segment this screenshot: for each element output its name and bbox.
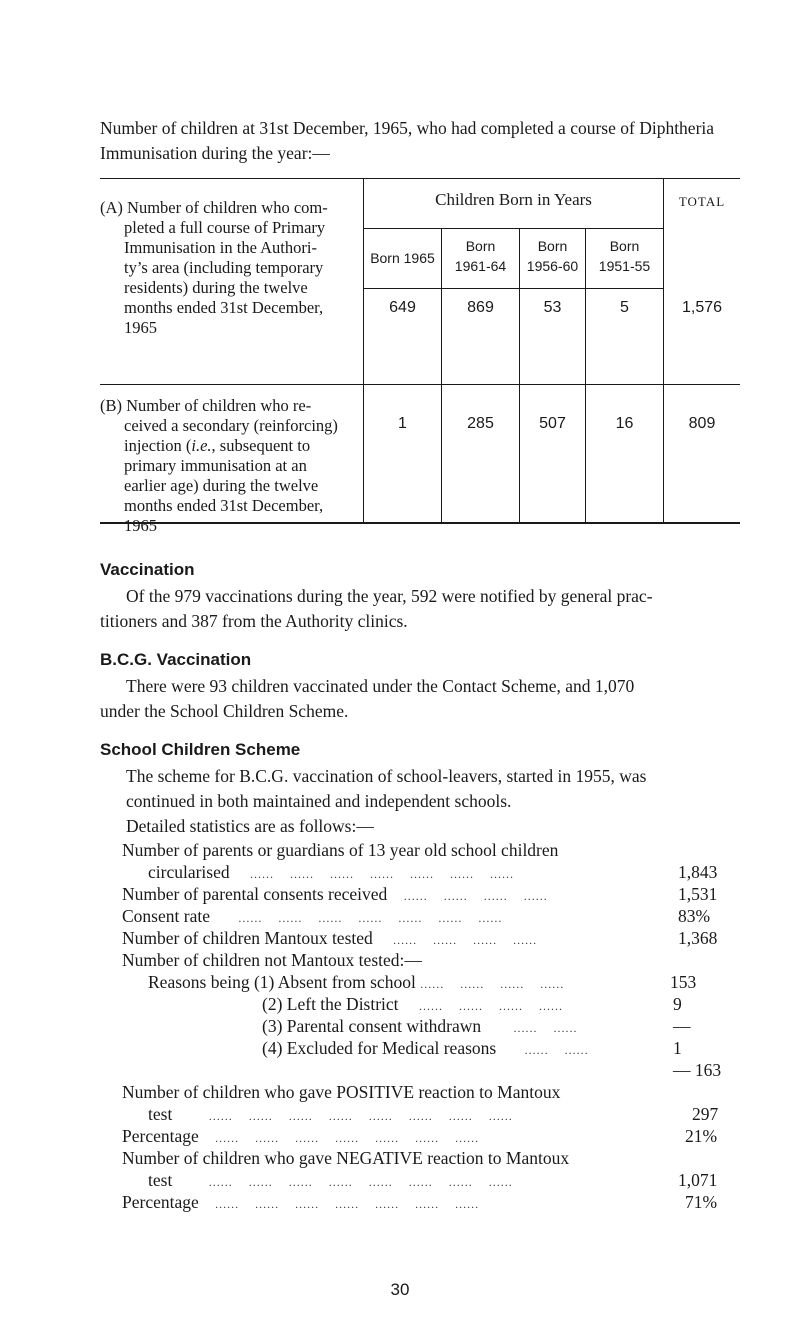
stat-reason-2: (2) Left the District ...... ...... ...... ......	[262, 994, 563, 1014]
stat-positive-line1: Number of children who gave POSITIVE reaction to Mantoux	[122, 1082, 561, 1102]
vaccination-text: Of the 979 vaccinations during the year, 592 were notified by general prac- titioners and 387 from the Authority clinics.	[100, 586, 653, 631]
row-a-born-1951-55: 5	[620, 299, 629, 316]
stat-parents-line2: circularised ...... ...... ...... ...... ...... ...... ......	[148, 862, 514, 882]
stat-not-tested-subtotal: — 163	[673, 1060, 722, 1080]
row-a-born-1965: 649	[389, 299, 416, 316]
bcg-text: There were 93 children vaccinated under the Contact Scheme, and 1,070 under the School Children Scheme.	[100, 676, 635, 721]
vaccination-heading: Vaccination	[100, 560, 195, 579]
stat-consents-value: 1,531	[678, 884, 718, 904]
col-header-born-1951-55: Born 1951-55	[598, 238, 651, 274]
stat-reason-1-value: 153	[670, 972, 697, 992]
stat-consents: Number of parental consents received ...... ...... ...... ......	[122, 884, 548, 904]
stat-reason-4-value: 1	[673, 1038, 682, 1058]
stat-parents-value: 1,843	[678, 862, 718, 882]
stat-positive-percentage: Percentage ...... ...... ...... ...... ...... ...... ......	[122, 1126, 480, 1146]
page-number: 30	[390, 1280, 410, 1299]
stat-rate-value: 83%	[678, 906, 711, 926]
row-a-born-1956-60: 53	[543, 299, 562, 316]
row-a-label: (A) Number of children who com- pleted a full course of Primary Immunisation in the Authori- ty’s area (including temporary residents) during the twelve months ended 31st December, 1965	[100, 198, 328, 337]
col-header-born-1965: Born 1965	[370, 250, 435, 266]
stat-negative-line1: Number of children who gave NEGATIVE reaction to Mantoux	[122, 1148, 570, 1168]
bcg-heading: B.C.G. Vaccination	[100, 650, 252, 669]
stat-negative-line2: test ...... ...... ...... ...... ...... ...... ...... ......	[148, 1170, 513, 1190]
row-b-total: 809	[688, 415, 716, 432]
stat-negative-percentage: Percentage ...... ...... ...... ...... ...... ...... ......	[122, 1192, 480, 1212]
stat-tested-value: 1,368	[678, 928, 718, 948]
col-header-born-1956-60: Born 1956-60	[526, 238, 579, 274]
stat-reason-3: (3) Parental consent withdrawn ...... ......	[262, 1016, 578, 1036]
intro-text: Number of children at 31st December, 1965, who had completed a course of Diphtheria Immunisation during the year:—	[100, 118, 715, 163]
stat-negative-value: 1,071	[678, 1170, 718, 1190]
stat-reason-1: Reasons being (1) Absent from school ...... ...... ...... ......	[148, 972, 565, 992]
row-b-born-1951-55: 16	[615, 415, 634, 432]
stat-tested: Number of children Mantoux tested ...... ...... ...... ......	[122, 928, 538, 948]
row-b-born-1961-64: 285	[467, 415, 494, 432]
stat-not-tested: Number of children not Mantoux tested:—	[122, 950, 422, 970]
row-b-born-1956-60: 507	[539, 415, 566, 432]
immunisation-table	[100, 178, 740, 535]
total-header: TOTAL	[678, 194, 726, 209]
col-header-born-1961-64: Born 1961-64	[454, 238, 507, 274]
stat-positive-line2: test ...... ...... ...... ...... ...... ...... ...... ......	[148, 1104, 513, 1124]
stat-reason-3-value: —	[673, 1016, 691, 1036]
row-a-total: 1,576	[681, 299, 723, 316]
school-heading: School Children Scheme	[100, 740, 301, 759]
stat-rate: Consent rate ...... ...... ...... ...... ...... ...... ......	[122, 906, 503, 926]
stat-positive-percentage-value: 21%	[685, 1126, 718, 1146]
group-header: Children Born in Years	[435, 190, 592, 209]
row-b-label: (B) Number of children who re- ceived a secondary (reinforcing) injection (i.e., subsequent to primary immunisation at an earlier age) during the twelve months ended 31st December, 1965	[100, 396, 338, 535]
row-a-born-1961-64: 869	[467, 299, 494, 316]
school-text: The scheme for B.C.G. vaccination of school-leavers, started in 1955, was continued in both maintained and independent schools. Detailed statistics are as follows:—	[126, 766, 647, 836]
stat-reason-4: (4) Excluded for Medical reasons ...... ......	[262, 1038, 589, 1058]
stat-positive-value: 297	[692, 1104, 719, 1124]
stat-negative-percentage-value: 71%	[685, 1192, 718, 1212]
stat-parents-line1: Number of parents or guardians of 13 year old school children	[122, 840, 559, 860]
stat-reason-2-value: 9	[673, 994, 682, 1014]
row-b-born-1965: 1	[398, 415, 407, 432]
